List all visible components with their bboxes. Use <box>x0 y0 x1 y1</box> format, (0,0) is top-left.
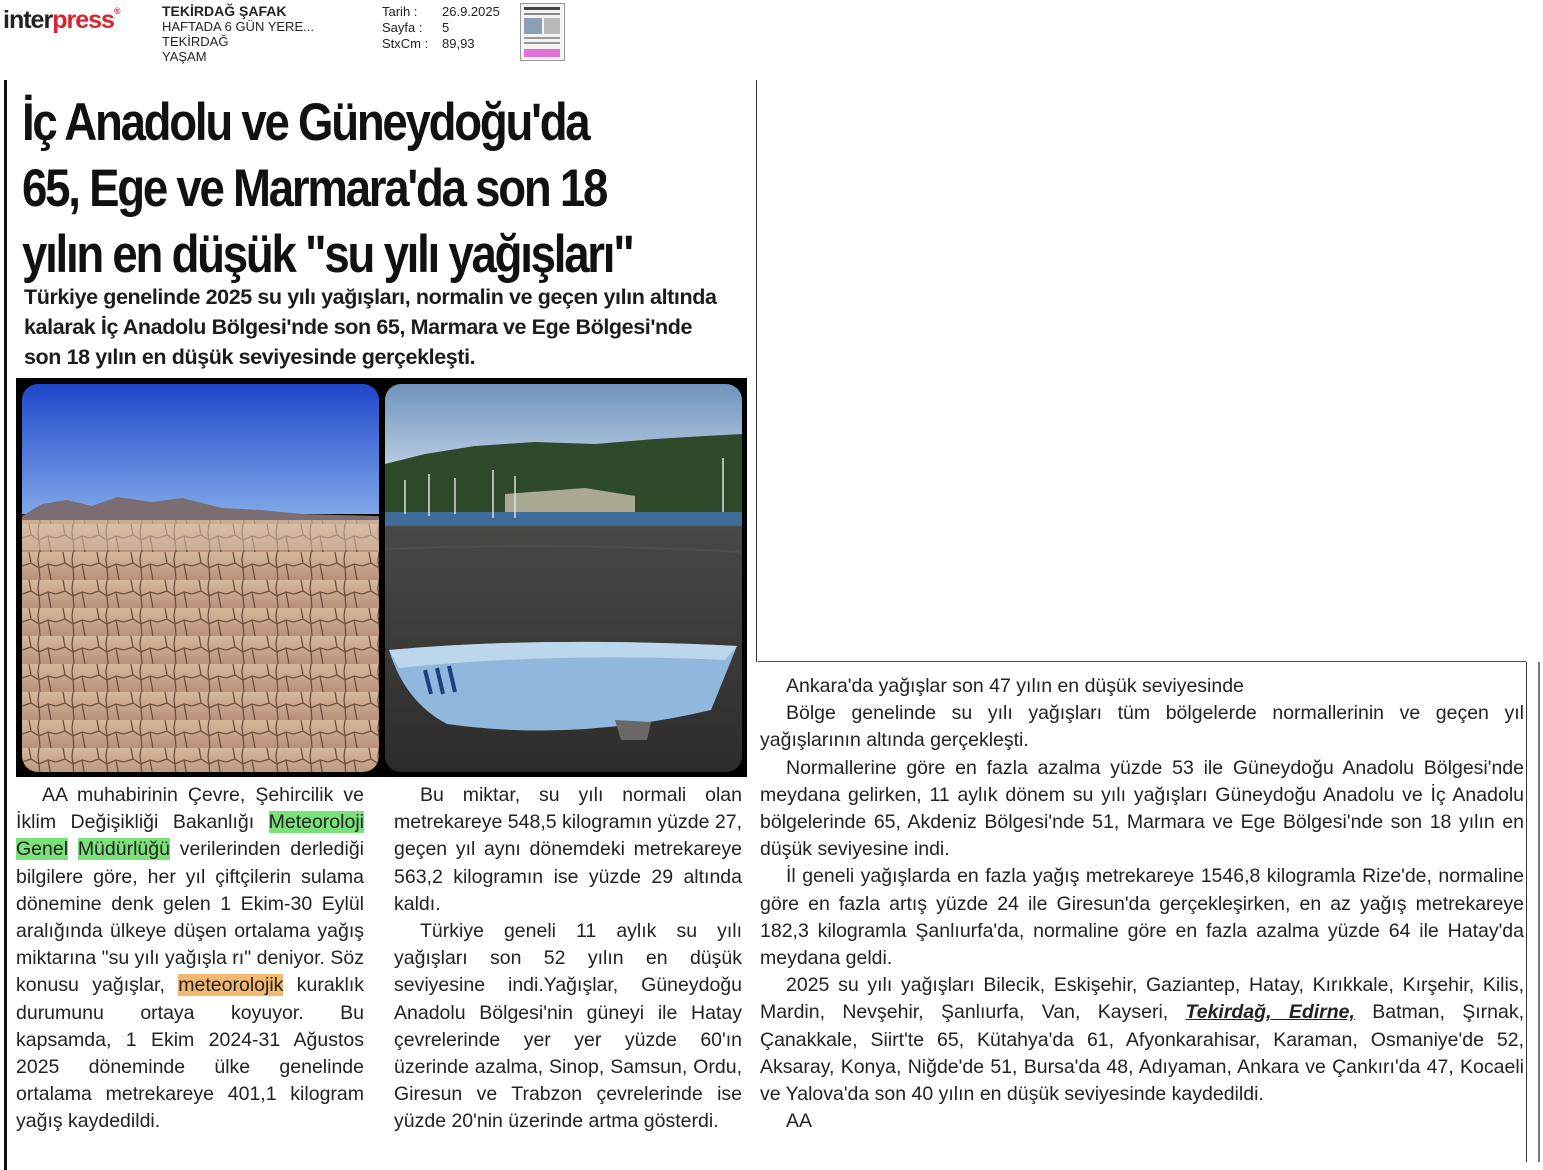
page-value: 5 <box>442 20 450 35</box>
stxcm-label: StxCm : <box>382 36 429 51</box>
photo-dry-lakebed <box>22 384 379 772</box>
clipping-bottom-right-border <box>1538 662 1540 1162</box>
logo-registered-mark: ® <box>113 6 120 16</box>
publication-section: YAŞAM <box>162 49 207 64</box>
text-run: verilerinden derlediği bilgilere göre, her yıl çiftçilerin sulama dönemine denk gelen 1 Ekim-30 Eylül aralığında ülkeye düşen ortalama yağış miktarına "su yılı yağışla rı" deniyor. Söz konusu yağışlar, <box>16 838 364 997</box>
article-signature: AA <box>786 1110 813 1133</box>
publication-name: TEKİRDAĞ ŞAFAK <box>162 3 287 19</box>
article-column-3 <box>760 673 1524 1135</box>
publication-frequency: HAFTADA 6 GÜN YERE... <box>162 19 314 34</box>
page-label: Sayfa : <box>382 20 423 35</box>
text-run: AA muhabirinin Çevre, Şehircilik ve İklim Değişikliği Bakanlığı <box>16 784 364 834</box>
date-label: Tarih : <box>382 4 418 19</box>
column-3-paragraph-3: İl geneli yağışlarda en fazla yağış metrekareye 1546,8 kilogramla Rize'de, normaline göre en fazla artış yüzde 24 ile Giresun'da gerçekleşirken, en az yağış metrekareye 182,3 kilogramla Şanlıurfa'da, normaline göre en fazla azalma yüzde 64 ile Hatay'da meydana geldi. <box>760 865 1524 970</box>
text-run: kuraklık durumunu ortaya koyuyor. Bu kapsamda, 1 Ekim 2024-31 Ağustos 2025 döneminde ülke genelinde ortalama metrekareye 401,1 kilogram yağış kaydedildi. <box>16 974 364 1133</box>
photo-stranded-boat <box>385 384 742 772</box>
column-3-paragraph-2: Normallerine göre en fazla azalma yüzde 53 ile Güneydoğu Anadolu Bölgesi'nde meydana gelirken, 11 aylık dönem su yılı yağışları Güneydoğu Anadolu ve İç Anadolu bölgelerinde 65, Akdeniz Bölgesi'nde 51, Marmara ve Ege Bölgesi'nde son 18 yılın en düşük seviyesine indi. <box>760 756 1524 861</box>
clipping-left-border <box>4 80 7 1170</box>
text-run: 2025 su yılı yağışları Bilecik, Eskişehir, Gaziantep, Hatay, Kırıkkale, Kırşehir, Kilis, Mardin, Nevşehir, Şanlıurfa, Van, Kayseri, <box>760 974 1524 1024</box>
clipping-right-border <box>1526 662 1527 1162</box>
logo-accent: press <box>52 6 114 34</box>
keyword-highlight: Tekirdağ, Edirne, <box>1185 1001 1355 1024</box>
page-thumbnail[interactable] <box>520 3 565 61</box>
stxcm-value: 89,93 <box>442 36 475 51</box>
article-headline: İç Anadolu ve Güneydoğu'da 65, Ege ve Marmara'da son 18 yılın en düşük "su yılı yağışları" <box>22 93 633 284</box>
publication-city: TEKİRDAĞ <box>162 34 229 49</box>
column-3-subhead: Ankara'da yağışlar son 47 yılın en düşük seviyesinde <box>786 675 1244 697</box>
column-3-paragraph-4 <box>760 972 1524 1108</box>
column-2-paragraph-1: Bu miktar, su yılı normali olan metrekareye 548,5 kilogramın yüzde 27, geçen yıl aynı dönemdeki metrekareye 563,2 kilogramın ise yüzde 29 altında kaldı. <box>394 784 742 915</box>
date-value: 26.9.2025 <box>442 4 500 19</box>
article-spot: Türkiye genelinde 2025 su yılı yağışları, normalin ve geçen yılın altında kalarak İç Anadolu Bölgesi'nde son 65, Marmara ve Ege Bölgesi'nde son 18 yılın en düşük seviyesinde gerçekleşti. <box>24 285 717 369</box>
clipping-mid-border <box>756 80 757 662</box>
highlight-meteorolojik: meteorolojik <box>178 974 284 997</box>
interpress-logo <box>3 6 120 35</box>
page-row <box>382 20 500 36</box>
photo-strip <box>16 378 747 777</box>
publication-info <box>162 4 314 64</box>
date-row <box>382 4 500 20</box>
stxcm-row <box>382 36 500 52</box>
column-2-paragraph-2: Türkiye geneli 11 aylık su yılı yağışları son 52 yılın en düşük seviyesine indi.Yağışlar, Güneydoğu Anadolu Bölgesi'nin güneyi ile Hatay çevrelerinde yer yer yüzde 60'ın üzerinde azalma, Sinop, Samsun, Ordu, Giresun ve Trabzon çevrelerinde ise yüzde 20'nin üzerinde artma gösterdi. <box>394 920 742 1133</box>
column-3-paragraph-1: Bölge genelinde su yılı yağışları tüm bölgelerde normallerinin ve geçen yıl yağışlarının altında gerçekleşti. <box>760 702 1524 752</box>
article-column-2 <box>394 782 742 1136</box>
highlight-genel: Genel <box>16 838 69 861</box>
clipping-mid-rule <box>758 661 1526 662</box>
highlight-meteoroloji: Meteoroloji <box>268 811 364 834</box>
clipping-meta <box>382 4 500 52</box>
article-column-1 <box>16 782 364 1136</box>
column-1-paragraph <box>16 782 364 1136</box>
logo-text: inter <box>3 6 53 34</box>
highlight-mudurlugu: Müdürlüğü <box>77 838 170 861</box>
text-run: Batman, Şırnak, Çanakkale, Siirt'te 65, Kütahya'da 61, Afyonkarahisar, Karaman, Osmaniye'de 52, Aksaray, Konya, Niğde'de 51, Bursa'da 48, Adıyaman, Ankara ve Çankırı'da 47, Kocaeli ve Yalova'da son 40 yılın en düşük seviyesinde kaydedildi. <box>760 1001 1524 1106</box>
